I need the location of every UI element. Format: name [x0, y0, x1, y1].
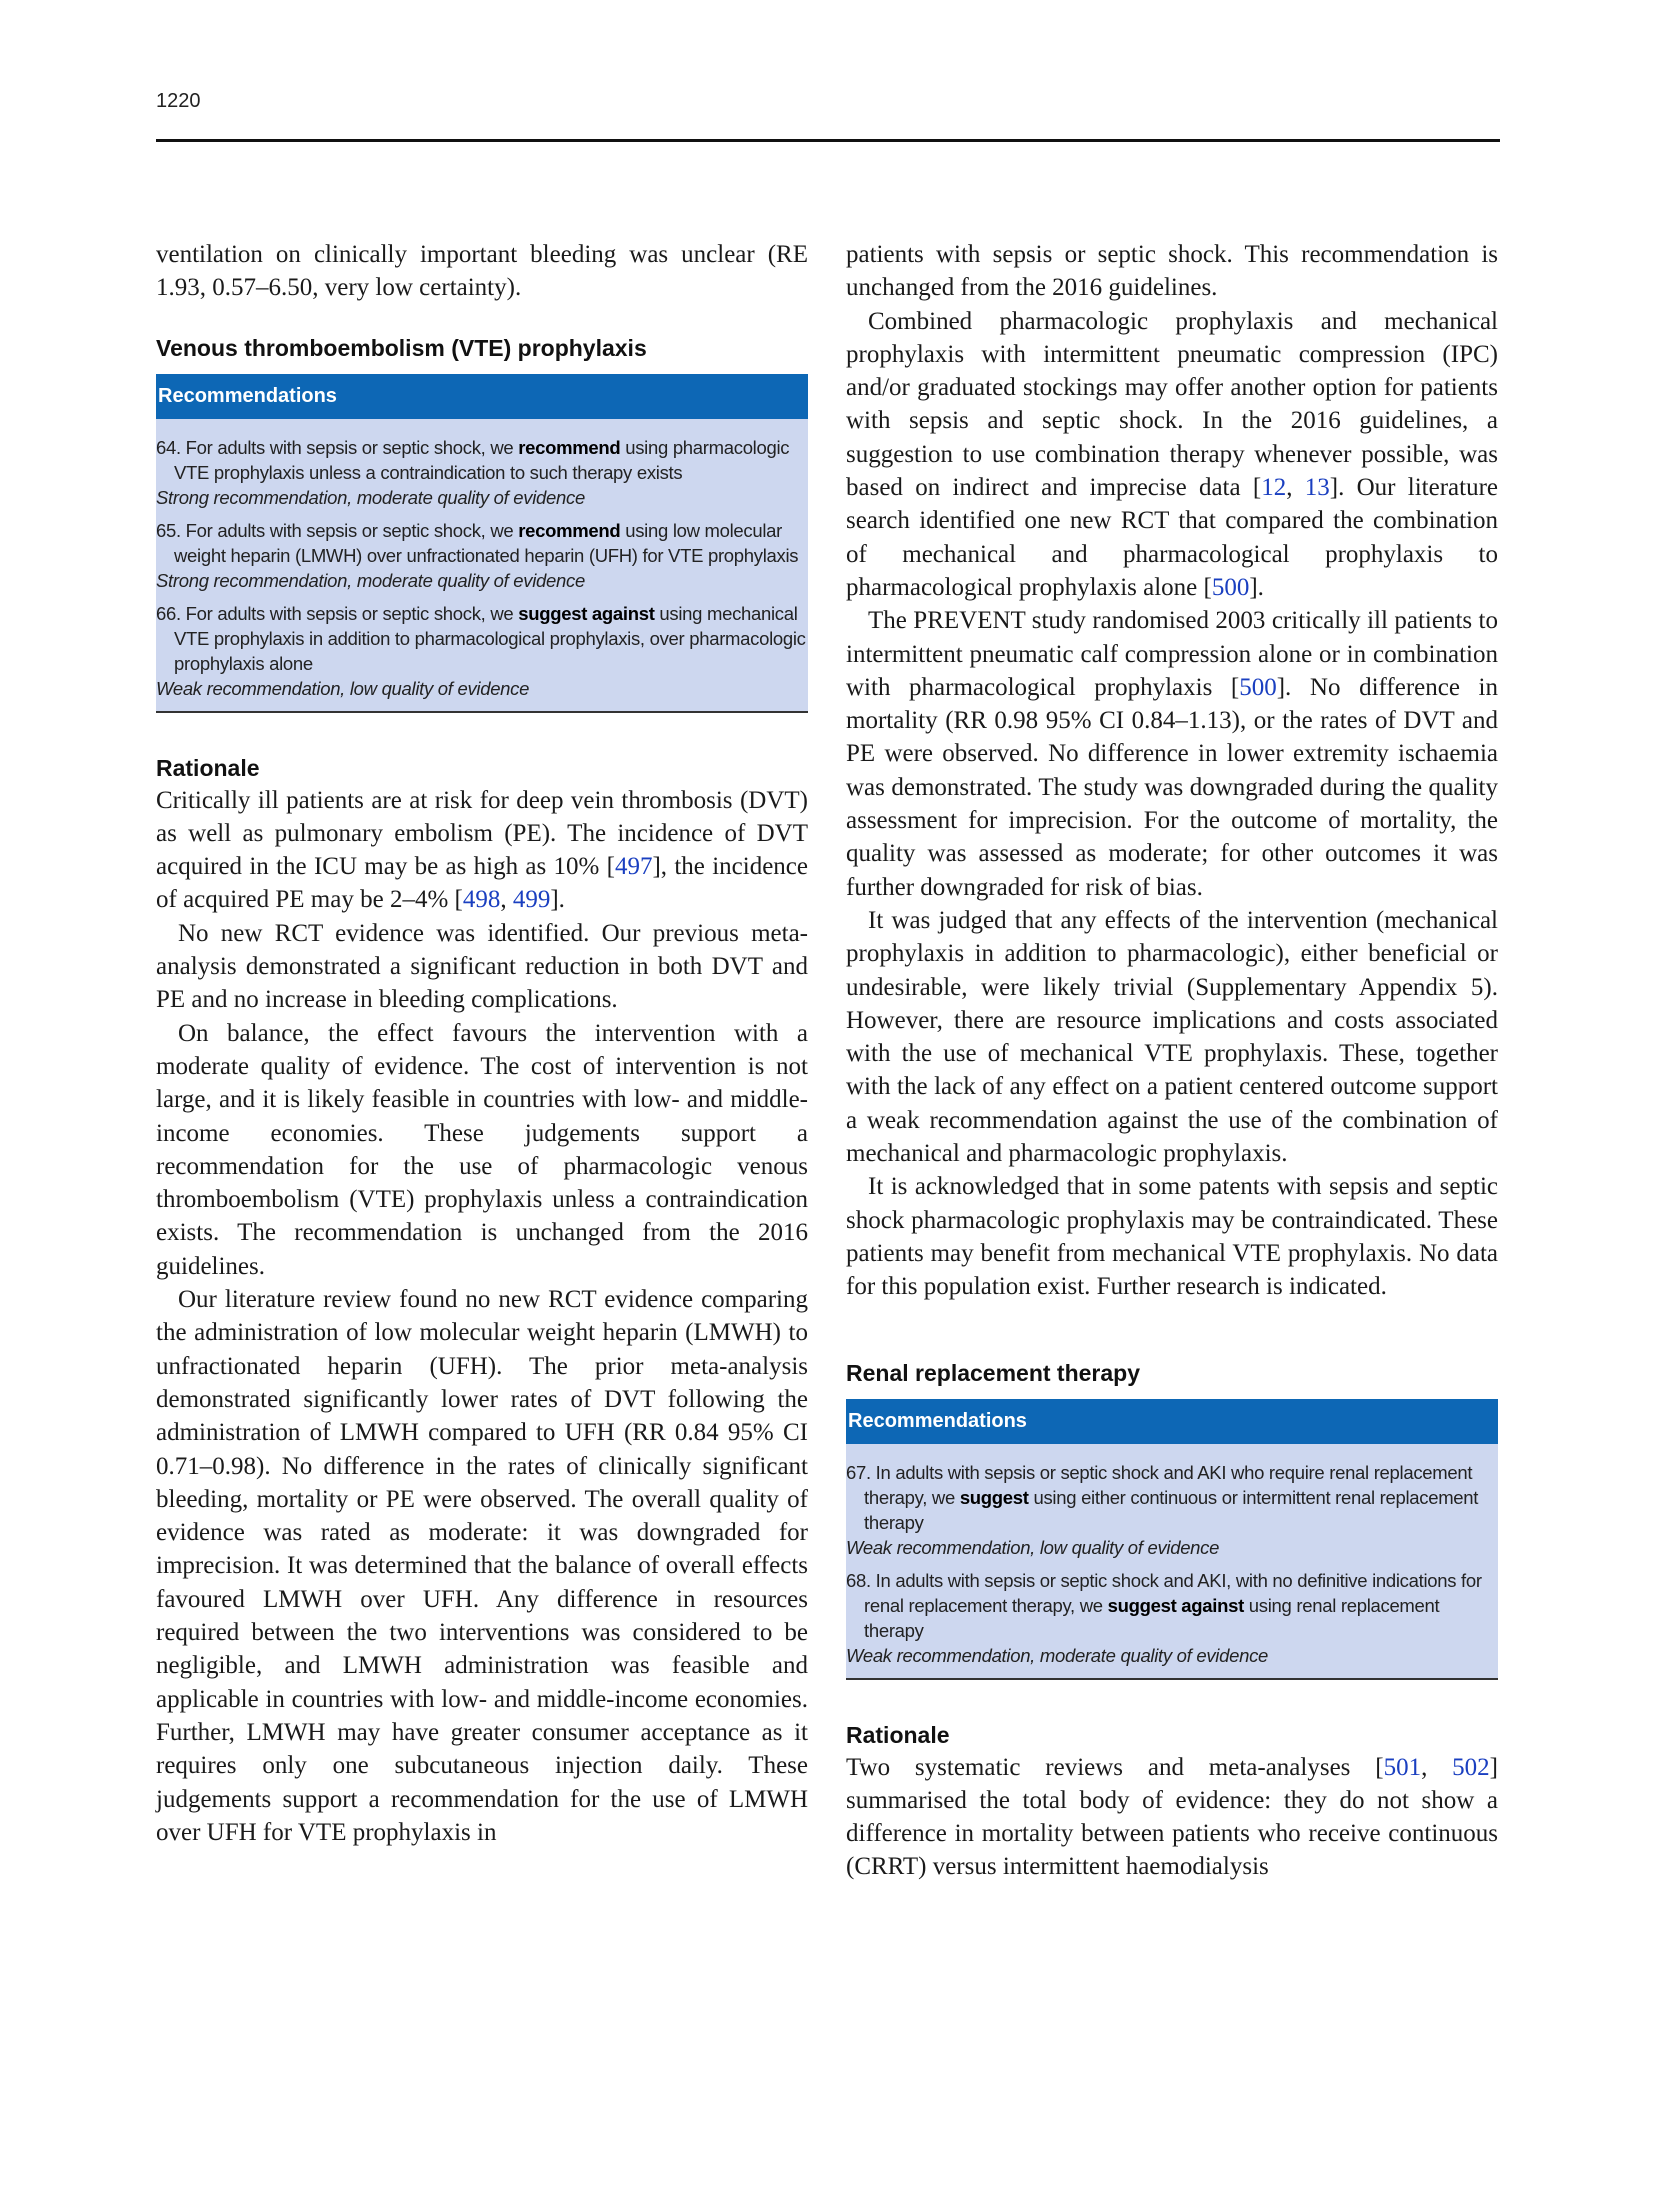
citation-link[interactable]: 497: [614, 853, 653, 881]
rationale-paragraph-4: Our literature review found no new RCT evidence comparing the administration of low molecular weight heparin (LMWH) to unfractionated heparin (UFH). The prior meta-analysis demonstrated significantly lower rates of DVT following the administration of LMWH compared to UFH (RR 0.84 95% CI 0.71–0.98). No difference in the rates of clinically significant bleeding, mortality or PE were observed. The overall quality of evidence was rated as moderate: it was downgraded for imprecision. It was determined that the balance of overall effects favoured LMWH over UFH. Any difference in resources required between the two interventions was considered to be negligible, and LMWH administration was feasible and applicable in countries with low- and middle-income economies. Further, LMWH may have greater consumer acceptance as it requires only one subcutaneous injection daily. These judgements support a recommendation for the use of LMWH over UFH for VTE prophylaxis in: [156, 1286, 808, 1846]
citation-link[interactable]: 498: [462, 886, 501, 914]
page-number: 1220: [156, 90, 201, 112]
acknowledgement-paragraph: It is acknowledged that in some patents with sepsis and septic shock pharmacologic prophylaxis may be contraindicated. These patients may benefit from mechanical VTE prophylaxis. No data for this population exist. Further research is indicated.: [846, 1173, 1498, 1301]
continued-paragraph: patients with sepsis or septic shock. This recommendation is unchanged from the 2016 guidelines.: [846, 241, 1498, 302]
recommendation-68: 68. In adults with sepsis or septic shock and AKI, with no definitive indications for renal replacement therapy, we suggest against using renal replacement therapy: [846, 1569, 1482, 1641]
rrt-rationale-paragraph: Two systematic reviews and meta-analyses [501, 502] summarised the total body of evidence: they do not show a difference in mortality between patients who receive continuous (CRRT) versus intermittent haemodialysis: [846, 1753, 1498, 1881]
citation-link[interactable]: 500: [1211, 573, 1250, 601]
header-rule: [156, 139, 1500, 142]
rationale-paragraph-3: On balance, the effect favours the intervention with a moderate quality of evidence. The cost of intervention is not large, and it is likely feasible in countries with low- and middle-income economies. These judgements support a recommendation for the use of pharmacologic venous thromboembolism (VTE) prophylaxis unless a contraindication exists. The recommendation is unchanged from the 2016 guidelines.: [156, 1019, 808, 1280]
recommendation-67: 67. In adults with sepsis or septic shock and AKI who require renal replacement therapy, we suggest using either continuous or intermittent renal replacement therapy: [846, 1461, 1479, 1533]
rrt-recommendations-box: [846, 1399, 1498, 1680]
judgement-paragraph: It was judged that any effects of the intervention (mechanical prophylaxis in addition to pharmacologic), either beneficial or undesirable, were likely trivial (Supplementary Appendix 5). However, there are resource implications and costs associated with the use of mechanical VTE prophylaxis. These, together with the lack of any effect on a patient centered outcome support a weak recommendation against the use of the combination of mechanical and pharmacologic prophylaxis.: [846, 906, 1498, 1168]
recommendation-65: 65. For adults with sepsis or septic shock, we recommend using low molecular weight heparin (LMWH) over unfractionated heparin (UFH) for VTE prophylaxis: [156, 519, 799, 566]
recommendation-66-grade: Weak recommendation, low quality of evidence: [156, 677, 530, 699]
vte-recommendations-header: Recommendations: [156, 374, 808, 419]
rationale-paragraph-1: Critically ill patients are at risk for deep vein thrombosis (DVT) as well as pulmonary embolism (PE). The incidence of DVT acquired in the ICU may be as high as 10% [497], the incidence of acquired PE may be 2–4% [498, 499].: [156, 786, 808, 914]
citation-link[interactable]: 499: [512, 886, 551, 914]
recommendation-68-grade: Weak recommendation, moderate quality of evidence: [846, 1644, 1269, 1666]
citation-link[interactable]: 12: [1261, 474, 1287, 502]
rationale-title-left: Rationale: [156, 754, 260, 781]
rrt-section-title: Renal replacement therapy: [846, 1359, 1141, 1386]
rationale-paragraph-2: No new RCT evidence was identified. Our previous meta-analysis demonstrated a significant reduction in both DVT and PE and no increase in bleeding complications.: [156, 919, 808, 1014]
citation-link[interactable]: 501: [1383, 1753, 1422, 1781]
right-column: [846, 238, 1498, 1884]
intro-paragraph: ventilation on clinically important bleeding was unclear (RE 1.93, 0.57–6.50, very low certainty).: [156, 241, 808, 302]
citation-link[interactable]: 502: [1452, 1753, 1490, 1781]
recommendation-64: 64. For adults with sepsis or septic shock, we recommend using pharmacologic VTE prophylaxis unless a contraindication to such therapy exists: [156, 436, 790, 483]
vte-recommendations-box: [156, 374, 808, 713]
rationale-title-right: Rationale: [846, 1721, 950, 1748]
prevent-study-paragraph: The PREVENT study randomised 2003 critically ill patients to intermittent pneumatic calf compression alone or in combination with pharmacological prophylaxis [500]. No difference in mortality (RR 0.98 95% CI 0.84–1.13), or the rates of DVT and PE were observed. No difference in lower extremity ischaemia was demonstrated. The study was downgraded during the quality assessment for imprecision. For the outcome of mortality, the quality was assessed as moderate; for other outcomes it was further downgraded for risk of bias.: [846, 607, 1498, 901]
recommendation-64-grade: Strong recommendation, moderate quality of evidence: [156, 486, 585, 508]
citation-link[interactable]: 13: [1304, 474, 1330, 502]
combined-prophylaxis-paragraph: Combined pharmacologic prophylaxis and mechanical prophylaxis with intermittent pneumatic compression (IPC) and/or graduated stockings may offer another option for patients with sepsis and septic shock. In the 2016 guidelines, a suggestion to use combination therapy whenever possible, was based on indirect and imprecise data [12, 13]. Our literature search identified one new RCT that compared the combination of mechanical and pharmacological prophylaxis to pharmacological prophylaxis alone [500].: [846, 307, 1498, 601]
vte-section-title: Venous thromboembolism (VTE) prophylaxis: [156, 334, 647, 361]
left-column: [156, 238, 808, 1849]
recommendation-67-grade: Weak recommendation, low quality of evidence: [846, 1536, 1220, 1558]
recommendation-66: 66. For adults with sepsis or septic shock, we suggest against using mechanical VTE prophylaxis in addition to pharmacological prophylaxis, over pharmacologic prophylaxis alone: [156, 602, 806, 674]
recommendation-65-grade: Strong recommendation, moderate quality of evidence: [156, 569, 585, 591]
rrt-recommendations-header: Recommendations: [846, 1399, 1498, 1444]
citation-link[interactable]: 500: [1239, 673, 1277, 701]
